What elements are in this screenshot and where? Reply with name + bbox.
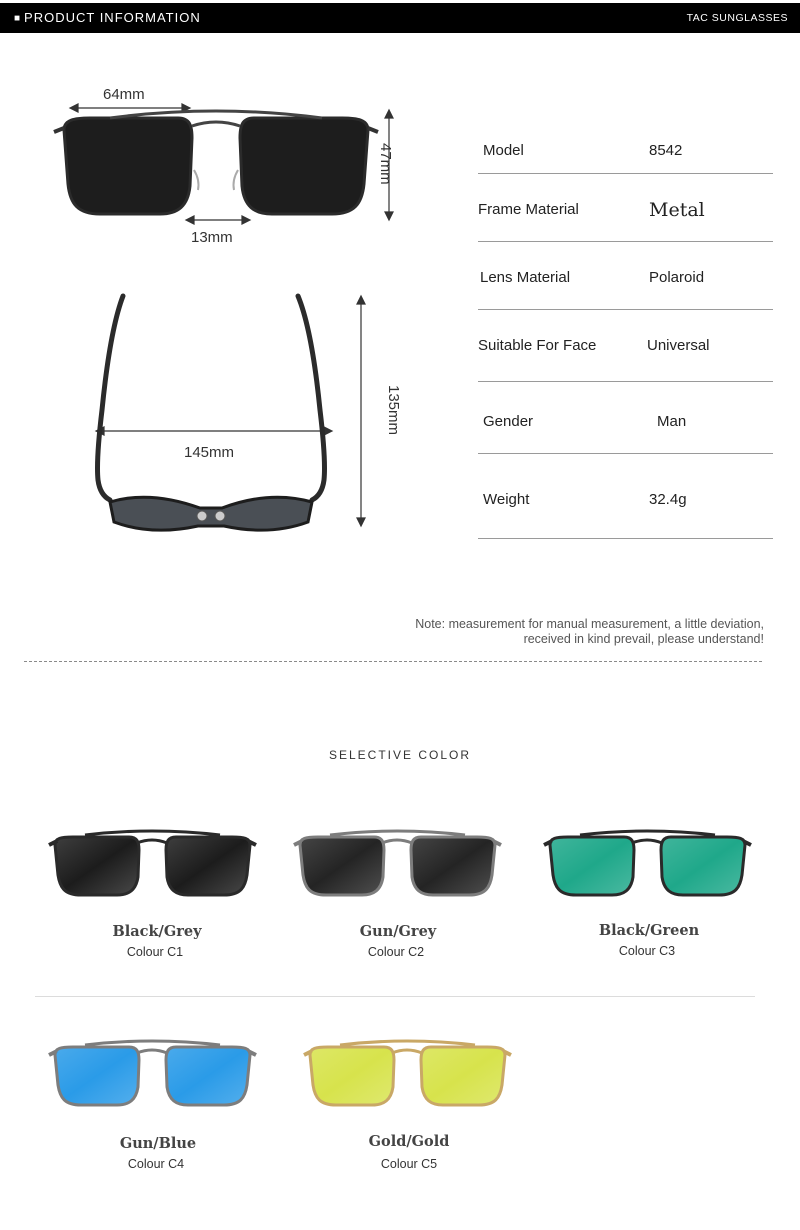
spec-value: 8542 bbox=[649, 142, 683, 159]
selective-color-title: SELECTIVE COLOR bbox=[328, 748, 472, 762]
spec-label: Lens Material bbox=[480, 269, 571, 286]
sunglasses-swatch-1 bbox=[45, 825, 260, 900]
color-name: Gold/Gold bbox=[368, 1133, 450, 1150]
color-code: Colour C3 bbox=[618, 944, 676, 958]
spec-label: Model bbox=[483, 142, 524, 159]
spec-row bbox=[478, 310, 773, 382]
header-title: ■ PRODUCT INFORMATION bbox=[14, 10, 201, 25]
measurement-note: Note: measurement for manual measurement, a little deviation, received in kind prevail, please understand! bbox=[415, 617, 764, 646]
sunglasses-swatch-4 bbox=[45, 1035, 260, 1110]
spec-label: Frame Material bbox=[478, 201, 579, 218]
spec-row bbox=[478, 454, 773, 539]
spec-label: Weight bbox=[483, 491, 530, 508]
spec-value: Universal bbox=[647, 337, 710, 354]
color-name: Black/Green bbox=[598, 922, 700, 939]
spec-row bbox=[478, 382, 773, 454]
sunglasses-swatch-3 bbox=[540, 825, 755, 900]
spec-value: Polaroid bbox=[649, 269, 705, 286]
front-view-diagram bbox=[50, 98, 400, 228]
spec-row bbox=[478, 128, 773, 174]
header-bar bbox=[0, 3, 800, 33]
color-code: Colour C1 bbox=[126, 945, 184, 959]
spec-label: Gender bbox=[483, 413, 534, 430]
color-code: Colour C2 bbox=[367, 945, 425, 959]
sunglasses-swatch-5 bbox=[300, 1035, 515, 1110]
top-glasses bbox=[98, 296, 325, 500]
lens-width-label: 64mm bbox=[103, 86, 145, 103]
spec-value: Man bbox=[657, 413, 687, 430]
color-name: Black/Grey bbox=[112, 923, 202, 940]
frame-width-label: 145mm bbox=[184, 444, 235, 461]
sunglasses-swatch-2 bbox=[290, 825, 505, 900]
spec-row bbox=[478, 174, 773, 242]
spec-value: Metal bbox=[649, 199, 705, 221]
color-name: Gun/Blue bbox=[119, 1135, 197, 1152]
color-row-divider bbox=[35, 996, 755, 997]
bridge-width-label: 13mm bbox=[191, 229, 233, 246]
spec-value: 32.4g bbox=[649, 491, 687, 508]
spec-row bbox=[478, 242, 773, 310]
dotted-divider bbox=[24, 661, 762, 662]
top-view-diagram bbox=[80, 290, 380, 545]
color-code: Colour C4 bbox=[127, 1157, 185, 1171]
front-glasses bbox=[64, 118, 368, 214]
color-code: Colour C5 bbox=[380, 1157, 438, 1171]
spec-label: Suitable For Face bbox=[478, 337, 597, 354]
brand-name: TAC SUNGLASSES bbox=[686, 12, 788, 24]
color-name: Gun/Grey bbox=[359, 923, 437, 940]
